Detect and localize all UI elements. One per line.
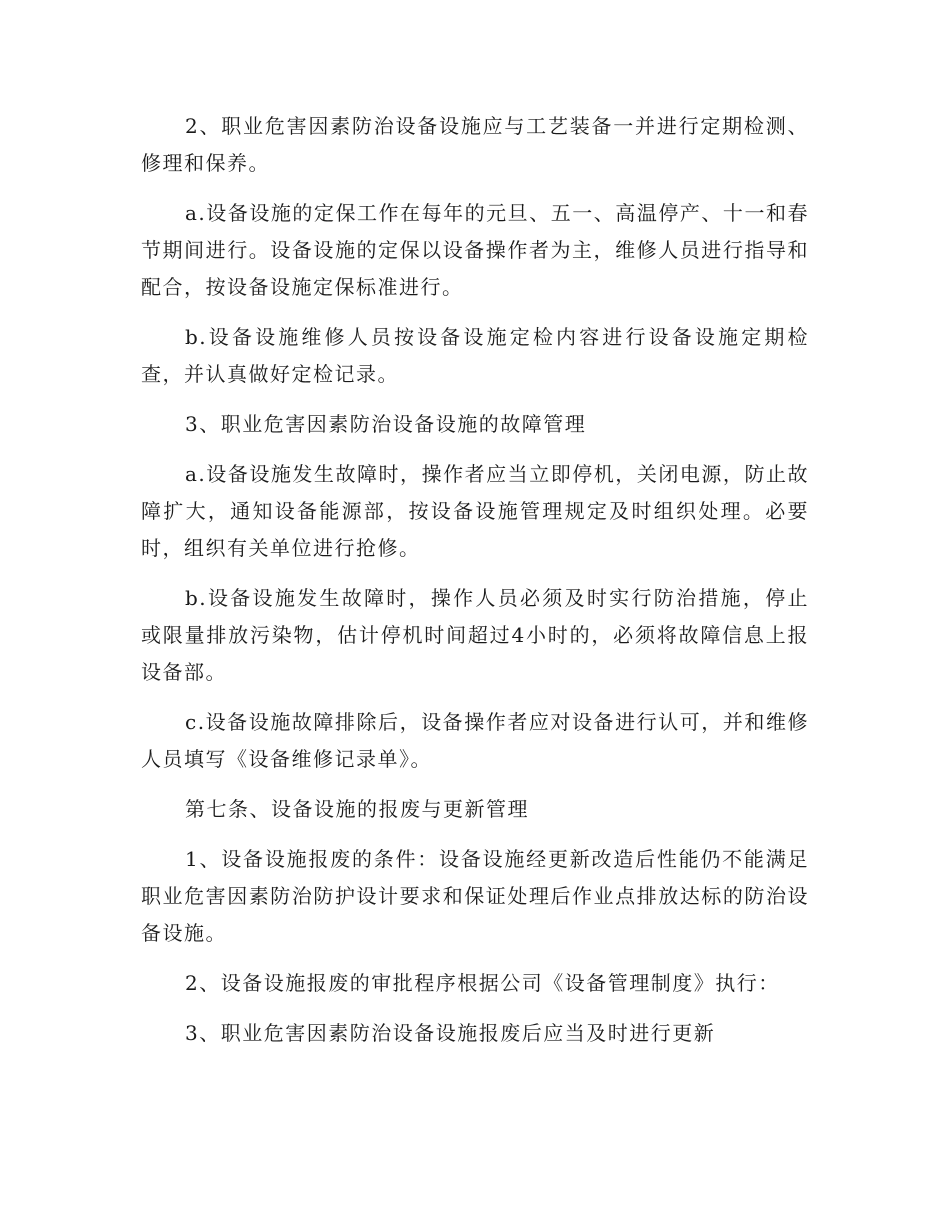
paragraph-article-seven-heading: 第七条、设备设施的报废与更新管理 — [185, 797, 529, 821]
paragraph-fault-pollution-control: b.设备设施发生故障时，操作人员必须及时实行防治措施，停止或限量排放污染物，估计停机时间超过4小时的，必须将故障信息上报设备部。 — [141, 586, 809, 684]
document-body — [141, 108, 809, 1065]
paragraph-fault-stop-machine: a.设备设施发生故障时，操作者应当立即停机，关闭电源，防止故障扩大，通知设备能源部，按设备设施管理规定及时组织处理。必要时，组织有关单位进行抢修。 — [141, 462, 809, 560]
paragraph-scrap-conditions: 1、设备设施报废的条件：设备设施经更新改造后性能仍不能满足职业危害因素防治防护设计要求和保证处理后作业点排放达标的防治设备设施。 — [141, 847, 809, 945]
paragraph-scrap-renewal: 3、职业危害因素防治设备设施报废后应当及时进行更新 — [185, 1021, 716, 1045]
paragraph-scheduled-maintenance: a.设备设施的定保工作在每年的元旦、五一、高温停产、十一和春节期间进行。设备设施的定保以设备操作者为主，维修人员进行指导和配合，按设备设施定保标准进行。 — [141, 201, 809, 299]
paragraph-fault-management-heading: 3、职业危害因素防治设备设施的故障管理 — [185, 412, 587, 436]
paragraph-periodic-inspection: b.设备设施维修人员按设备设施定检内容进行设备设施定期检查，并认真做好定检记录。 — [141, 325, 809, 386]
paragraph-maintenance-requirement: 2、职业危害因素防治设备设施应与工艺装备一并进行定期检测、修理和保养。 — [141, 114, 809, 175]
paragraph-fault-repair-record: c.设备设施故障排除后，设备操作者应对设备进行认可，并和维修人员填写《设备维修记录单》。 — [141, 710, 809, 771]
paragraph-scrap-approval: 2、设备设施报废的审批程序根据公司《设备管理制度》执行： — [185, 971, 780, 995]
